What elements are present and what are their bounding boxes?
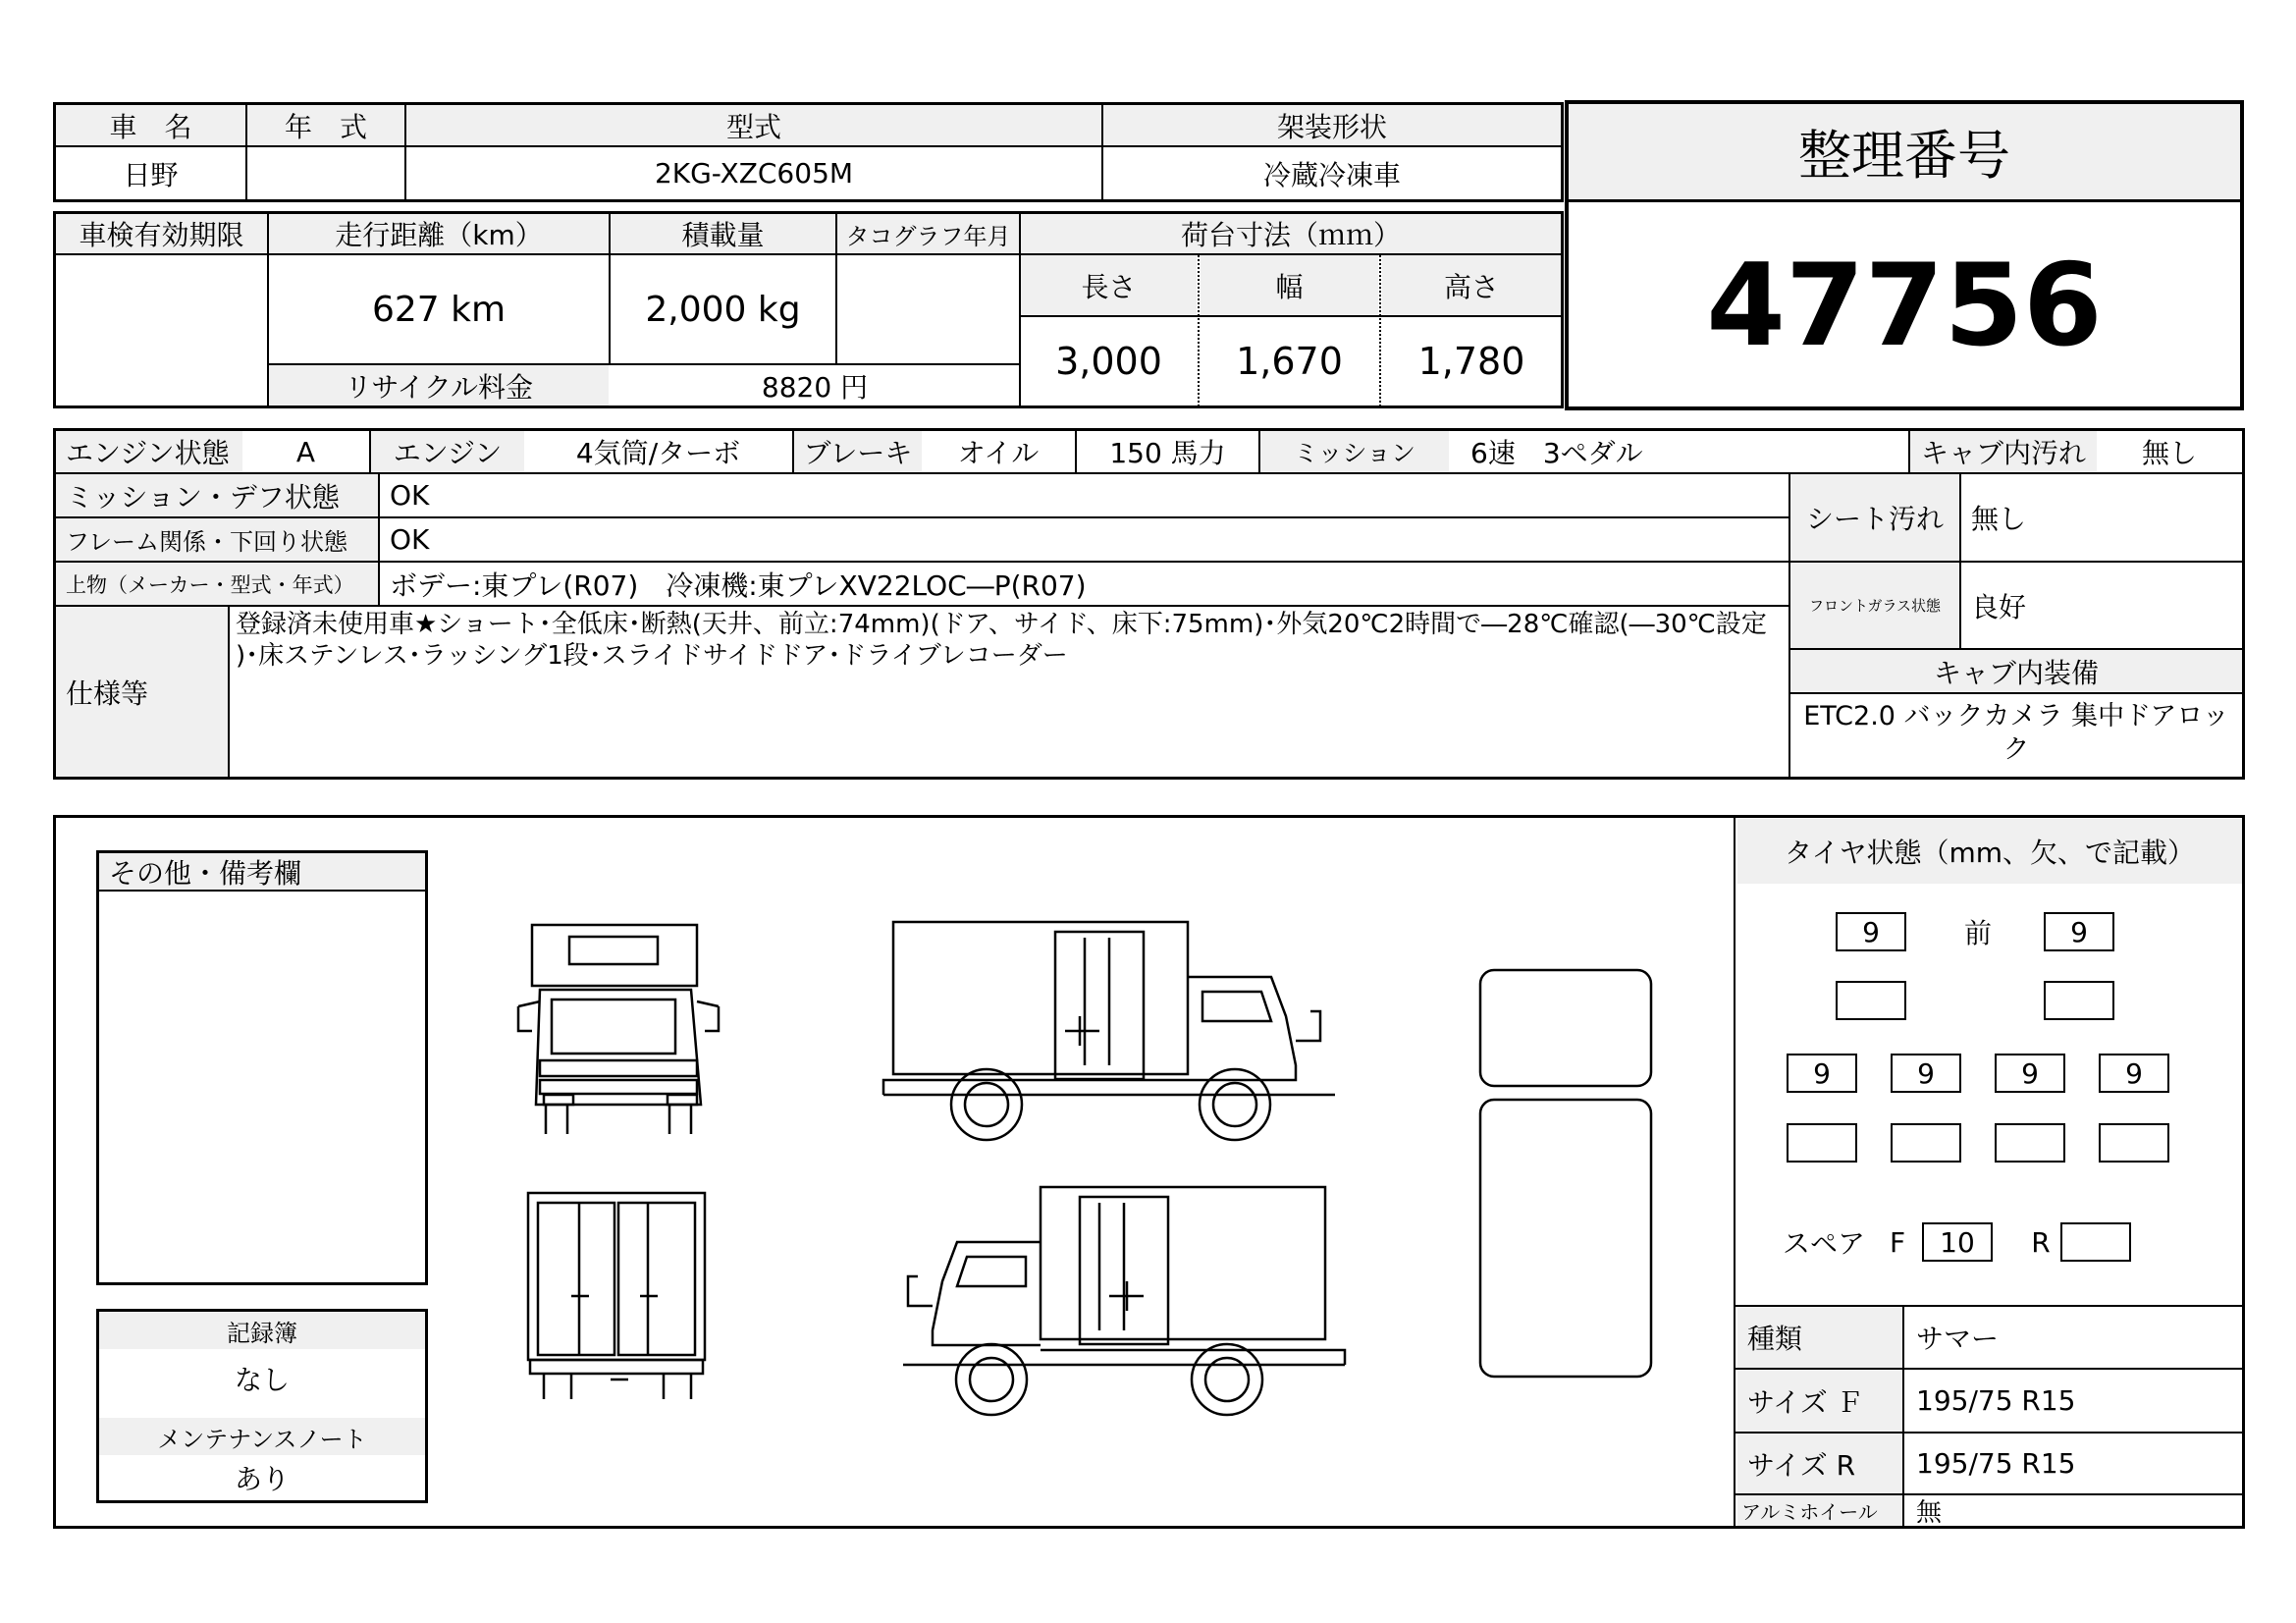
model-label: 型式 <box>406 105 1101 145</box>
tire-size-rear-label: サイズ R <box>1737 1434 1902 1493</box>
tacho-value <box>837 255 1019 363</box>
mileage-value: 627 km <box>371 289 507 330</box>
truck-top-view-diagram <box>1472 967 1659 1389</box>
tire-size-front-value: 195/75 R15 <box>1916 1384 2076 1417</box>
truck-left-side-diagram <box>874 1183 1355 1419</box>
maker-value: 日野 <box>123 158 179 191</box>
length-label: 長さ <box>1021 255 1197 315</box>
year-label: 年 式 <box>247 105 404 145</box>
tire-status-title: タイヤ状態（mm、欠、で記載） <box>1737 819 2242 884</box>
brake-value: オイル <box>957 437 1040 469</box>
recycle-label: リサイクル料金 <box>269 365 609 406</box>
year-value <box>247 147 404 199</box>
tacho-label: タコグラフ年月 <box>837 214 1019 253</box>
engine-state-value: A <box>295 435 316 468</box>
tire-front-right[interactable]: 9 <box>2044 912 2114 951</box>
spare-r-value[interactable] <box>2060 1222 2131 1262</box>
engine-state-label: エンジン状態 <box>56 431 242 472</box>
reference-number: 47756 <box>1706 239 2103 372</box>
tire-rear-4[interactable]: 9 <box>2099 1054 2169 1093</box>
engine-label: エンジン <box>371 431 524 472</box>
frame-label: フレーム関係・下回り状態 <box>56 518 378 561</box>
model-value: 2KG-XZC605M <box>654 157 854 189</box>
length-value: 3,000 <box>1055 340 1162 383</box>
maker-label: 車 名 <box>56 105 245 145</box>
tire-rear-inner-3[interactable] <box>1995 1123 2065 1163</box>
mission-value: 6速 3ペダル <box>1470 437 1643 469</box>
recycle-value: 8820 円 <box>761 370 869 404</box>
cab-equipment-label: キャブ内装備 <box>1790 650 2242 692</box>
load-value: 2,000 kg <box>645 289 801 330</box>
spare-label: スペア <box>1782 1227 1865 1260</box>
cab-equipment-value <box>1790 700 2242 767</box>
spare-f-value[interactable]: 10 <box>1922 1222 1993 1262</box>
width-value: 1,670 <box>1236 340 1343 383</box>
body-type-value: 冷蔵冷凍車 <box>1262 158 1401 191</box>
cab-equipment-line-1: ETC2.0 バックカメラ 集中ドアロッ <box>1803 701 2229 731</box>
tire-rear-3[interactable]: 9 <box>1995 1054 2065 1093</box>
remarks-box <box>96 850 428 1285</box>
tire-size-front-label: サイズ Ｆ <box>1737 1370 1902 1432</box>
bed-size-label: 荷台寸法（ｍｍ） <box>1021 214 1561 253</box>
truck-front-view-diagram <box>510 923 736 1139</box>
upper-body-value: ボデー:東プレ(R07) 冷凍機:東プレXV22LOC―P(R07) <box>390 568 1087 602</box>
truck-rear-view-diagram <box>520 1188 726 1404</box>
record-book-label: 記録簿 <box>99 1312 425 1349</box>
horsepower-value: 150 馬力 <box>1109 437 1226 469</box>
specification-text <box>236 609 1787 672</box>
reference-label: 整理番号 <box>1569 104 2240 199</box>
tire-front-left[interactable]: 9 <box>1836 912 1906 951</box>
height-value: 1,780 <box>1417 340 1525 383</box>
cab-equipment-line-2: ク <box>2002 734 2030 765</box>
frame-value: OK <box>390 523 430 556</box>
body-type-label: 架装形状 <box>1103 105 1561 145</box>
specification-label: 仕様等 <box>56 607 228 777</box>
seat-dirt-value: 無し <box>1971 503 2027 535</box>
specification-line-1: 登録済未使用車★ショート･全低床･断熱(天井、前立:74mm)(ドア、サイド、床下:75mm)･外気20℃2時間で―28℃確認(―30℃設定 <box>236 610 1767 639</box>
remarks-label: その他・備考欄 <box>99 853 425 891</box>
mission-diff-label: ミッション・デフ状態 <box>56 474 378 516</box>
height-label: 高さ <box>1382 255 1561 315</box>
windshield-label: フロントガラス状態 <box>1790 563 1959 648</box>
windshield-value: 良好 <box>1971 590 2027 623</box>
tire-rear-1[interactable]: 9 <box>1787 1054 1857 1093</box>
maintenance-note-label: メンテナンスノート <box>99 1418 425 1455</box>
tire-rear-inner-2[interactable] <box>1891 1123 1961 1163</box>
cab-dirt-value: 無し <box>2141 437 2197 469</box>
tire-front-left-inner[interactable] <box>1836 981 1906 1020</box>
tire-type-value: サマー <box>1916 1323 2000 1355</box>
tire-rear-inner-4[interactable] <box>2099 1123 2169 1163</box>
tire-front-right-inner[interactable] <box>2044 981 2114 1020</box>
tire-rear-2[interactable]: 9 <box>1891 1054 1961 1093</box>
cab-dirt-label: キャブ内汚れ <box>1910 431 2097 472</box>
mission-diff-value: OK <box>390 479 430 512</box>
mission-label: ミッション <box>1260 431 1449 472</box>
spare-f-label: F <box>1889 1225 1906 1259</box>
spare-r-label: R <box>2031 1225 2051 1259</box>
alloy-wheel-value: 無 <box>1916 1498 1943 1528</box>
mileage-label: 走行距離（km） <box>269 214 609 253</box>
tire-rear-inner-1[interactable] <box>1787 1123 1857 1163</box>
tire-type-label: 種類 <box>1737 1307 1902 1368</box>
record-book-value: なし <box>234 1364 290 1396</box>
upper-body-label: 上物（メーカー・型式・年式） <box>56 563 378 605</box>
engine-value: 4気筒/ターボ <box>575 437 741 469</box>
load-label: 積載量 <box>611 214 835 253</box>
specification-line-2: )･床ステンレス･ラッシング1段･スライドサイドドア･ドライブレコーダー <box>236 641 1068 671</box>
alloy-wheel-label: アルミホイール <box>1737 1495 1902 1526</box>
inspection-label: 車検有効期限 <box>56 214 267 253</box>
truck-right-side-diagram <box>874 918 1345 1149</box>
front-label: 前 <box>1963 917 1992 949</box>
inspection-value <box>56 255 267 406</box>
seat-dirt-label: シート汚れ <box>1790 474 1959 561</box>
width-label: 幅 <box>1201 255 1378 315</box>
maintenance-note-value: あり <box>234 1463 290 1495</box>
brake-label: ブレーキ <box>794 431 922 472</box>
tire-size-rear-value: 195/75 R15 <box>1916 1447 2076 1480</box>
